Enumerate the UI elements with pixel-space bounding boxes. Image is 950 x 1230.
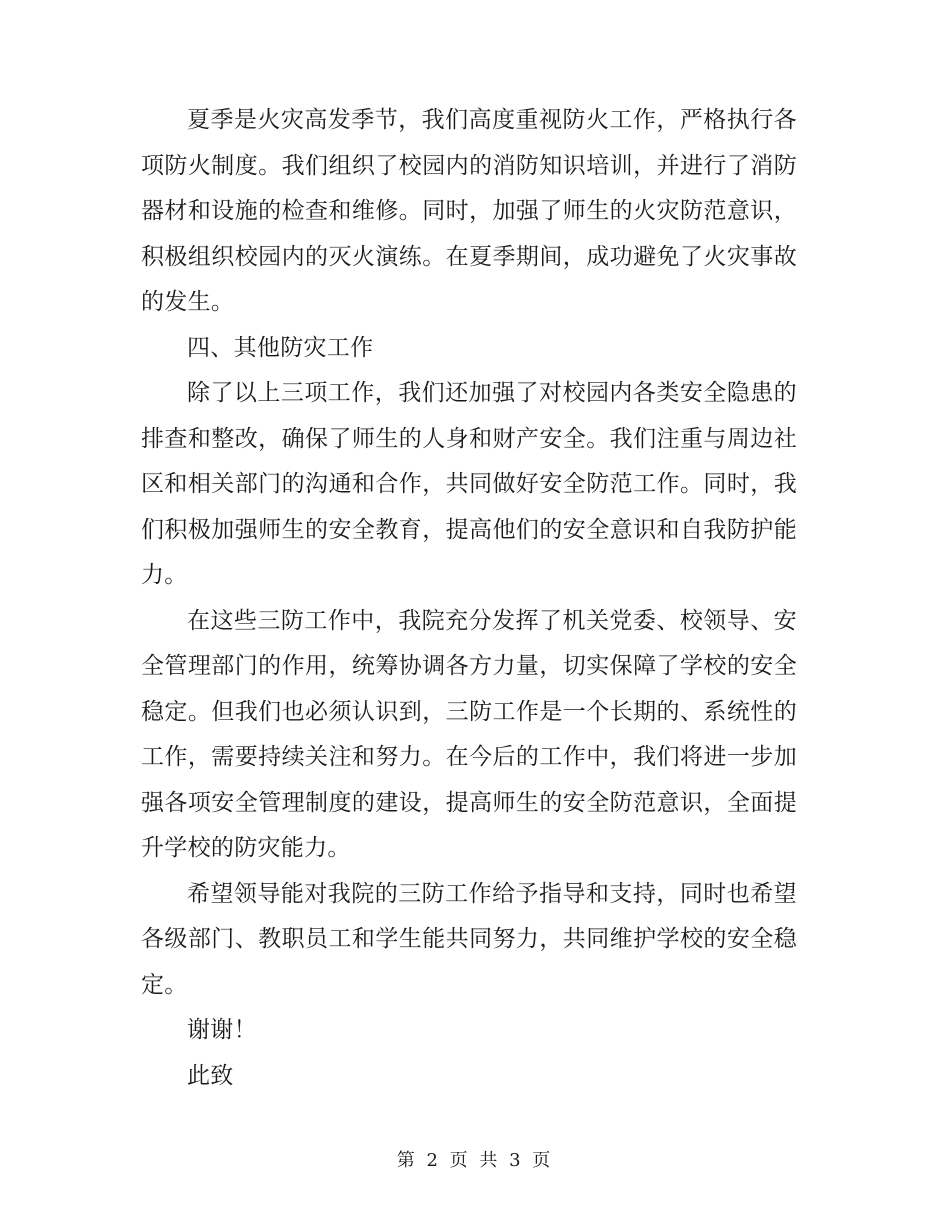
closing-salutation: 此致 (187, 1062, 234, 1089)
closing-thanks: 谢谢！ (187, 1017, 257, 1043)
section-heading-other-disaster-prevention: 四、其他防灾工作 (187, 334, 374, 361)
page-number-footer: 第 2 页 共 3 页 (396, 1150, 554, 1171)
paragraph-summary: 在这些三防工作中，我院充分发挥了机关党委、校领导、安全管理部门的作用，统筹协调各方力量，切实保障了学校的安全稳定。但我们也必须认识到，三防工作是一个长期的、系统性的工作，需要持续关注和努力。在今后的工作中，我们将进一步加强各项安全管理制度的建设，提高师生的安全防范意识，全面提升学校的防灾能力。 (141, 607, 797, 861)
paragraph-request-support: 希望领导能对我院的三防工作给予指导和支持，同时也希望各级部门、教职员工和学生能共同努力，共同维护学校的安全稳定。 (141, 880, 797, 998)
document-body (141, 98, 797, 1099)
paragraph-other-safety-work: 除了以上三项工作，我们还加强了对校园内各类安全隐患的排查和整改，确保了师生的人身和财产安全。我们注重与周边社区和相关部门的沟通和合作，共同做好安全防范工作。同时，我们积极加强师生的安全教育，提高他们的安全意识和自我防护能力。 (141, 380, 797, 588)
paragraph-summer-fire-prevention: 夏季是火灾高发季节，我们高度重视防火工作，严格执行各项防火制度。我们组织了校园内的消防知识培训，并进行了消防器材和设施的检查和维修。同时，加强了师生的火灾防范意识，积极组织校园内的灭火演练。在夏季期间，成功避免了火灾事故的发生。 (141, 107, 797, 315)
